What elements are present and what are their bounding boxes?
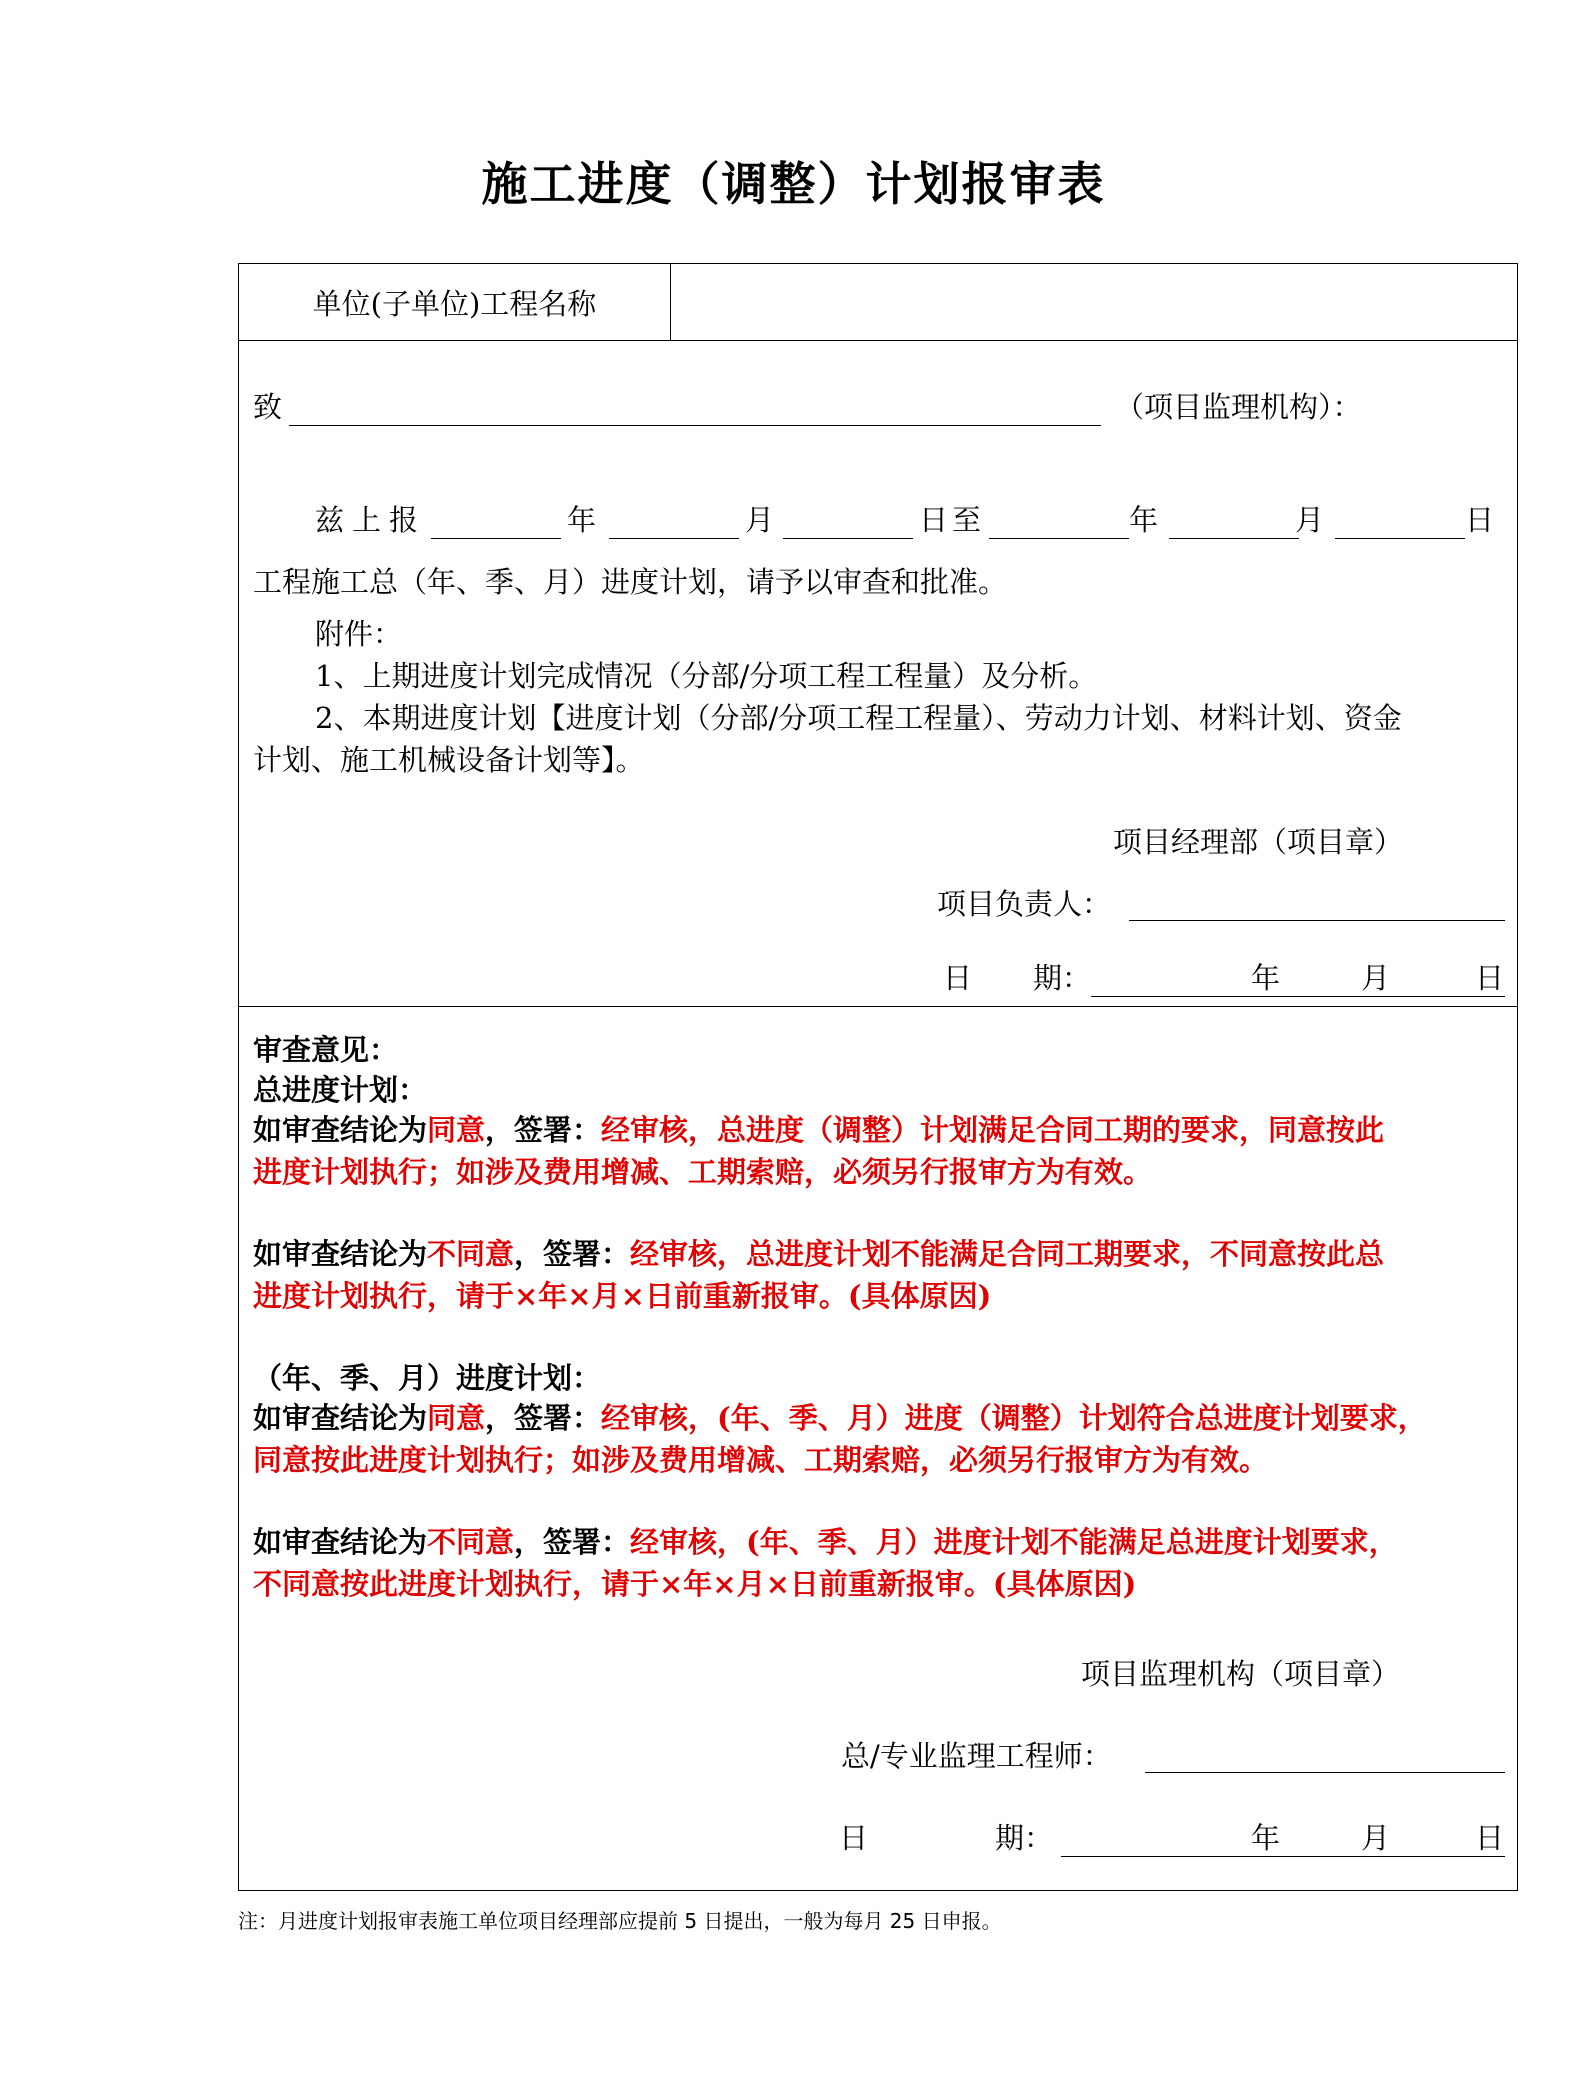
master-disagree-text-1: 经审核，总进度计划不能满足合同工期要求，不同意按此总 (630, 1237, 1385, 1271)
supervisor-signature-blank[interactable] (1145, 1772, 1505, 1773)
master-disagree-line2: 进度计划执行，请于×年×月×日前重新报审。(具体原因) (253, 1279, 992, 1313)
period-agree-text-1: 经审核，(年、季、月）进度（调整）计划符合总进度计划要求， (601, 1401, 1427, 1435)
contractor-signer-label: 项目负责人： (937, 887, 1112, 921)
sign-label: ，签署： (485, 1113, 602, 1147)
conclusion-prefix: 如审查结论为 (253, 1525, 428, 1559)
attachment-2-line1: 2、本期进度计划【进度计划（分部/分项工程工程量）、劳动力计划、材料计划、资金 (315, 701, 1402, 735)
approval-form (238, 263, 1518, 1891)
to-suffix: （项目监理机构）： (1115, 390, 1362, 424)
supervisor-date-label-period: 期： (995, 1821, 1054, 1855)
conclusion-prefix: 如审查结论为 (253, 1401, 428, 1435)
footnote: 注：月进度计划报审表施工单位项目经理部应提前 5 日提出，一般为每月 25 日申报。 (238, 1909, 1002, 1933)
attachment-1: 1、上期进度计划完成情况（分部/分项工程工程量）及分析。 (315, 659, 1098, 693)
report-line2: 工程施工总（年、季、月）进度计划，请予以审查和批准。 (253, 565, 1008, 599)
contractor-date-month: 月 (1361, 961, 1391, 995)
master-agree-text-1: 经审核，总进度（调整）计划满足合同工期的要求，同意按此 (601, 1113, 1385, 1147)
period-disagree-line2: 不同意按此进度计划执行，请于×年×月×日前重新报审。(具体原因) (253, 1567, 1137, 1601)
start-year-label: 年 (567, 503, 597, 537)
contractor-date-blank[interactable] (1091, 996, 1505, 997)
master-plan-heading: 总进度计划： (253, 1073, 428, 1107)
supervisor-stamp: 项目监理机构（项目章） (1081, 1657, 1401, 1691)
review-heading: 审查意见： (253, 1033, 399, 1067)
project-name-row (239, 264, 1517, 341)
conclusion-prefix: 如审查结论为 (253, 1237, 428, 1271)
end-month-label: 月 (1295, 503, 1325, 537)
attachments-label: 附件： (315, 617, 403, 651)
disagree-word: 不同意 (427, 1525, 515, 1559)
start-year-blank[interactable] (431, 538, 561, 539)
report-prefix: 兹上报 (315, 503, 427, 537)
disagree-word: 不同意 (427, 1237, 515, 1271)
sign-label: ，签署： (514, 1237, 631, 1271)
conclusion-prefix: 如审查结论为 (253, 1113, 428, 1147)
period-disagree-line1 (253, 1520, 1398, 1561)
end-year-label: 年 (1129, 503, 1159, 537)
supervisor-date-year: 年 (1251, 1821, 1281, 1855)
supervision-org-blank[interactable] (289, 425, 1101, 426)
master-agree-line1 (253, 1108, 1384, 1149)
end-day-label: 日 (1465, 503, 1495, 537)
start-month-label: 月 (745, 503, 775, 537)
supervisor-date-blank[interactable] (1061, 1856, 1505, 1857)
contractor-signature-blank[interactable] (1129, 920, 1505, 921)
master-agree-line2: 进度计划执行；如涉及费用增减、工期索赔，必须另行报审方为有效。 (253, 1155, 1153, 1189)
agree-word: 同意 (427, 1401, 486, 1435)
start-day-blank[interactable] (783, 538, 913, 539)
contractor-date-label-period: 期： (1033, 961, 1092, 995)
period-agree-line1 (253, 1396, 1427, 1437)
review-section (239, 1006, 1517, 1890)
supervisor-signer-label: 总/专业监理工程师： (841, 1739, 1112, 1773)
end-day-blank[interactable] (1335, 538, 1465, 539)
contractor-date-label-day: 日 (943, 961, 973, 995)
master-disagree-line1 (253, 1232, 1384, 1273)
contractor-date-day: 日 (1475, 961, 1505, 995)
supervisor-date-label-day: 日 (839, 1821, 869, 1855)
sign-label: ，签署： (485, 1401, 602, 1435)
contractor-stamp: 项目经理部（项目章） (1113, 825, 1404, 859)
supervisor-date-month: 月 (1361, 1821, 1391, 1855)
attachment-2-line2: 计划、施工机械设备计划等】。 (253, 743, 645, 777)
agree-word: 同意 (427, 1113, 486, 1147)
project-name-label: 单位(子单位)工程名称 (239, 264, 671, 340)
page-title: 施工进度（调整）计划报审表 (481, 157, 1106, 211)
end-month-blank[interactable] (1169, 538, 1299, 539)
contractor-date-year: 年 (1251, 961, 1281, 995)
project-name-value[interactable] (689, 284, 1489, 320)
sign-label: ，签署： (514, 1525, 631, 1559)
period-agree-line2: 同意按此进度计划执行；如涉及费用增减、工期索赔，必须另行报审方为有效。 (253, 1443, 1269, 1477)
start-month-blank[interactable] (609, 538, 739, 539)
supervisor-date-day: 日 (1475, 1821, 1505, 1855)
start-day-to-label: 日至 (919, 503, 986, 537)
submission-section (239, 340, 1517, 1007)
end-year-blank[interactable] (989, 538, 1129, 539)
period-plan-heading: （年、季、月）进度计划： (253, 1361, 602, 1395)
period-disagree-text-1: 经审核，(年、季、月）进度计划不能满足总进度计划要求， (630, 1525, 1398, 1559)
to-prefix: 致 (253, 390, 283, 424)
